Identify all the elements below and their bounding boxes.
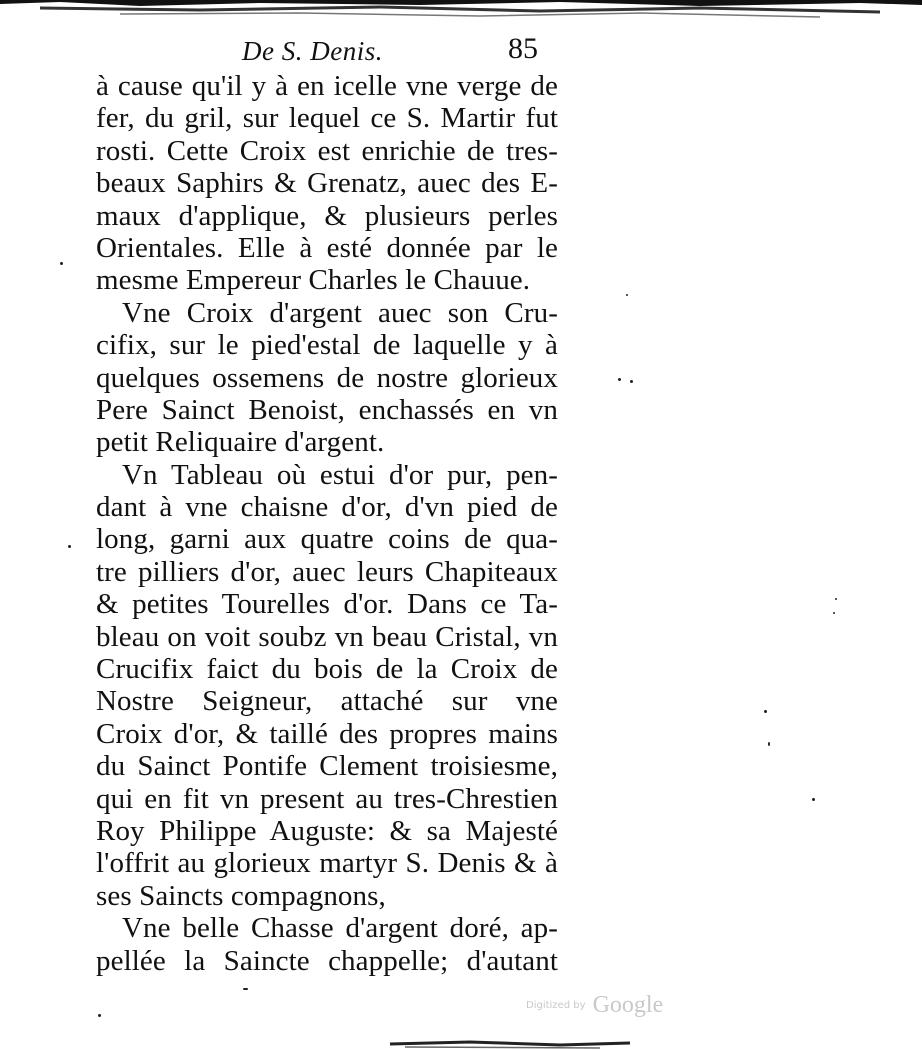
scan-speck: [812, 798, 815, 801]
text-line: à cause qu'il y à en icelle vne verge de: [96, 70, 558, 102]
text-line: long, garni aux quatre coins de qua-: [96, 523, 558, 556]
paragraph-start: Vne belle Chasse d'argent doré, ap-: [122, 912, 558, 945]
running-head: De S. Denis.: [242, 36, 383, 66]
watermark-brand: Google: [592, 992, 664, 1018]
scan-speck: [833, 612, 835, 614]
text-line: maux d'applique, & plusieurs perles: [96, 199, 558, 232]
watermark-prefix: Digitized by: [526, 1000, 586, 1011]
text-line: petit Reliquaire d'argent.: [96, 426, 385, 459]
text-line: qui en fit vn present au tres-Chrestien: [96, 782, 558, 815]
scan-speck: [618, 378, 621, 381]
scan-speck: [626, 294, 628, 296]
page-top-edge: [0, 0, 922, 26]
text-line: fer, du gril, sur lequel ce S. Martir fut: [96, 102, 558, 135]
text-line: Orientales. Elle à esté donnée par le: [96, 231, 558, 264]
text-line: mesme Empereur Charles le Chauue.: [96, 264, 531, 297]
text-line: Crucifix faict du bois de la Croix de: [96, 653, 558, 686]
paragraph-start: Vne Croix d'argent auec son Cru-: [122, 296, 558, 329]
text-line: dant à vne chaisne d'or, d'vn pied de: [96, 491, 558, 524]
page-bottom-edge: [0, 1036, 922, 1050]
digitized-by-google-watermark: [526, 992, 663, 1019]
text-line: & petites Tourelles d'or. Dans ce Ta-: [96, 588, 558, 621]
page-number: 85: [508, 32, 538, 65]
scan-speck: [835, 598, 837, 600]
text-line: bleau on voit soubz vn beau Cristal, vn: [96, 620, 558, 653]
text-line: quelques ossemens de nostre glorieux: [96, 361, 558, 394]
text-line: Croix d'or, & taillé des propres mains: [96, 717, 558, 750]
page-header: [230, 30, 550, 70]
paragraph-start: Vn Tableau où estui d'or pur, pen-: [122, 458, 558, 491]
scan-speck: [68, 545, 71, 548]
scan-speck: [768, 742, 770, 746]
scan-speck: [98, 1014, 101, 1017]
scan-speck: [764, 710, 767, 713]
text-line: cifix, sur le pied'estal de laquelle y à: [96, 329, 558, 362]
text-line: Nostre Seigneur, attaché sur vne: [96, 685, 558, 718]
text-line: du Sainct Pontife Clement troisiesme,: [96, 750, 558, 783]
scan-speck: [60, 262, 63, 265]
text-line: l'offrit au glorieux martyr S. Denis & à: [96, 847, 558, 880]
scan-speck: [243, 988, 248, 990]
body-text: [96, 70, 558, 977]
text-line: rosti. Cette Croix est enrichie de tres-: [96, 134, 558, 167]
text-line: ses Saincts compagnons,: [96, 879, 386, 912]
text-line: tre pilliers d'or, auec leurs Chapiteaux: [96, 555, 558, 588]
scan-speck: [630, 380, 633, 383]
text-line: beaux Saphirs & Grenatz, auec des E-: [96, 167, 558, 200]
text-line: Pere Sainct Benoist, enchassés en vn: [96, 393, 558, 426]
text-line: Roy Philippe Auguste: & sa Majesté: [96, 814, 558, 847]
text-line: pellée la Saincte chappelle; d'autant: [96, 944, 558, 977]
